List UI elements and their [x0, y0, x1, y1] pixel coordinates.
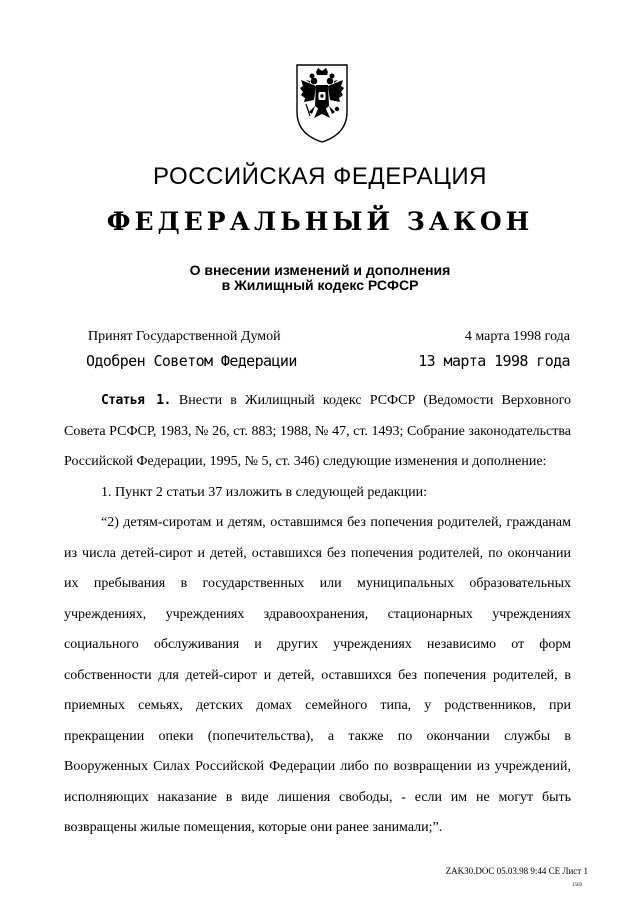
adopted-by-label: Принят Государственной Думой	[88, 329, 281, 344]
quoted-amendment-text: “2) детям-сиротам и детям, оставшимся без попечения родителей, гражданам из числа детей-сирот и детей, оставшихся без попечения родителей, по окончании их пребывания в государственных или муниципальных образовательных учреждениях, учреждениях здравоохранения, стационарных учреждениях социального обслуживания и других учреждениях независимо от форм собственности для детей-сирот и детей, оставшихся без попечения родителей, в приемных семьях, детских домах семейного типа, у родственников, при прекращении опеки (попечительства), а также по окончании службы в Вооруженных Силах Российской Федерации либо по возвращении из учреждений, исполняющих наказание в виде лишения свободы, - если им не могут быть возвращены жилые помещения, которые они ранее занимали;”.	[64, 515, 571, 835]
law-subject-line2: в Жилищный кодекс РСФСР	[221, 277, 419, 293]
country-title: РОССИЙСКАЯ ФЕДЕРАЦИЯ	[153, 163, 487, 190]
law-body	[64, 386, 571, 844]
approved-date: 13 марта 1998 года	[418, 352, 570, 370]
article-1-paragraph	[64, 386, 571, 478]
law-subject-line1: О внесении изменений и дополнения	[189, 262, 451, 278]
article-1-heading: Статья 1.	[101, 393, 171, 408]
document-footer: ZAK30.DOC 05.03.98 9:44 CE Лист 1	[445, 866, 588, 876]
approved-by-label: Одобрен Советом Федерации	[86, 352, 297, 370]
page-stamp-number: 1569	[572, 883, 582, 888]
item-1-paragraph: 1. Пункт 2 статьи 37 изложить в следующей редакции:	[101, 484, 427, 500]
law-type-title: ФЕДЕРАЛЬНЫЙ ЗАКОН	[106, 207, 534, 236]
law-subject	[0, 263, 640, 293]
article-1-text: Внести в Жилищный кодекс РСФСР (Ведомости Верховного Совета РСФСР, 1983, № 26, ст. 883; 1988, № 47, ст. 1493; Собрание законодательства Российской Федерации, 1995, № 5, ст. 346) следующие изменения и дополнение:	[64, 393, 572, 469]
coat-of-arms-icon	[294, 62, 350, 144]
adopted-date: 4 марта 1998 года	[464, 329, 570, 344]
